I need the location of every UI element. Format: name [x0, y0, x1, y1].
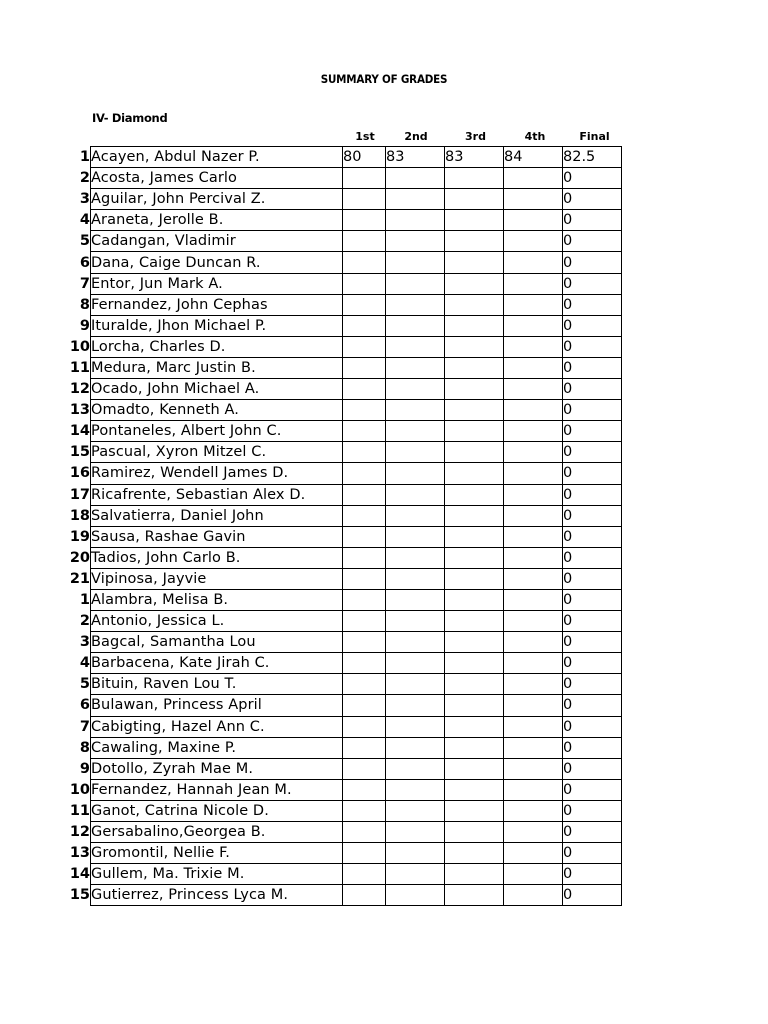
grade-final: 0: [563, 442, 622, 463]
grade-3rd: [445, 589, 504, 610]
grade-4th: [504, 505, 563, 526]
grade-3rd: [445, 442, 504, 463]
row-number: 6: [79, 697, 90, 714]
student-name: Pontaneles, Albert John C.: [91, 421, 343, 442]
grade-1st: [343, 463, 386, 484]
row-number: 15: [69, 444, 90, 461]
row-number: 12: [69, 381, 90, 398]
student-name: Gersabalino,Georgea B.: [91, 822, 343, 843]
table-row: [68, 864, 622, 885]
grade-final: 0: [563, 168, 622, 189]
table-row: [68, 294, 622, 315]
grade-4th: [504, 822, 563, 843]
grade-1st: [343, 885, 386, 906]
grade-1st: [343, 210, 386, 231]
grade-4th: [504, 294, 563, 315]
grade-3rd: [445, 484, 504, 505]
grade-final: 0: [563, 421, 622, 442]
grade-4th: [504, 463, 563, 484]
grade-1st: [343, 695, 386, 716]
grade-2nd: [386, 294, 445, 315]
grade-4th: [504, 484, 563, 505]
grade-2nd: [386, 885, 445, 906]
grade-4th: [504, 653, 563, 674]
grade-4th: [504, 547, 563, 568]
grade-final: 0: [563, 315, 622, 336]
grade-4th: [504, 737, 563, 758]
grade-4th: [504, 189, 563, 210]
grade-2nd: [386, 674, 445, 695]
grade-final: 0: [563, 632, 622, 653]
row-number: 20: [69, 549, 90, 566]
grade-1st: [343, 632, 386, 653]
grade-final: 0: [563, 463, 622, 484]
row-number: 8: [79, 739, 90, 756]
row-number: 5: [79, 233, 90, 250]
grade-4th: [504, 800, 563, 821]
grade-4th: [504, 843, 563, 864]
grade-4th: [504, 758, 563, 779]
grade-4th: [504, 568, 563, 589]
table-row: [68, 674, 622, 695]
grade-4th: [504, 885, 563, 906]
row-number: 4: [79, 212, 90, 229]
row-number: 2: [79, 170, 90, 187]
grade-2nd: [386, 400, 445, 421]
grade-final: 0: [563, 189, 622, 210]
grade-4th: [504, 210, 563, 231]
table-row: [68, 379, 622, 400]
grade-1st: [343, 843, 386, 864]
grade-2nd: [386, 822, 445, 843]
section-label: IV- Diamond: [92, 111, 168, 125]
table-row: [68, 442, 622, 463]
table-row: [68, 589, 622, 610]
grade-1st: [343, 526, 386, 547]
grade-4th: [504, 231, 563, 252]
grade-final: 0: [563, 758, 622, 779]
grade-3rd: [445, 526, 504, 547]
row-number: 7: [79, 275, 90, 292]
grade-3rd: [445, 294, 504, 315]
student-name: Ramirez, Wendell James D.: [91, 463, 343, 484]
grade-2nd: [386, 189, 445, 210]
student-name: Bituin, Raven Lou T.: [91, 674, 343, 695]
table-row: [68, 632, 622, 653]
table-row: [68, 210, 622, 231]
grade-3rd: [445, 885, 504, 906]
grade-final: 0: [563, 547, 622, 568]
grade-final: 0: [563, 526, 622, 547]
grade-1st: [343, 379, 386, 400]
grade-1st: [343, 800, 386, 821]
grade-final: 0: [563, 674, 622, 695]
grade-final: 0: [563, 252, 622, 273]
grade-final: 0: [563, 484, 622, 505]
grade-4th: [504, 273, 563, 294]
table-row: [68, 357, 622, 378]
grade-4th: [504, 611, 563, 632]
grade-4th: [504, 357, 563, 378]
table-row: [68, 843, 622, 864]
grade-1st: [343, 357, 386, 378]
grade-final: 0: [563, 231, 622, 252]
student-name: Aguilar, John Percival Z.: [91, 189, 343, 210]
header-4th: 4th: [524, 130, 546, 143]
grade-2nd: [386, 379, 445, 400]
grade-2nd: [386, 357, 445, 378]
student-name: Entor, Jun Mark A.: [91, 273, 343, 294]
row-number: 11: [69, 359, 90, 376]
row-number: 7: [79, 718, 90, 735]
row-number: 1: [79, 592, 90, 609]
grade-2nd: [386, 526, 445, 547]
grade-1st: [343, 442, 386, 463]
student-name: Dotollo, Zyrah Mae M.: [91, 758, 343, 779]
header-3rd: 3rd: [465, 130, 486, 143]
grade-2nd: 83: [386, 147, 445, 168]
table-row: [68, 800, 622, 821]
grade-2nd: [386, 716, 445, 737]
table-row: [68, 315, 622, 336]
student-name: Vipinosa, Jayvie: [91, 568, 343, 589]
grade-final: 0: [563, 864, 622, 885]
grade-1st: [343, 400, 386, 421]
row-number: 19: [69, 528, 90, 545]
grade-3rd: [445, 611, 504, 632]
grade-2nd: [386, 252, 445, 273]
grade-3rd: [445, 231, 504, 252]
student-name: Gromontil, Nellie F.: [91, 843, 343, 864]
grade-2nd: [386, 758, 445, 779]
grade-final: 0: [563, 505, 622, 526]
row-number: 18: [69, 507, 90, 524]
grade-final: 82.5: [563, 147, 622, 168]
grade-1st: [343, 168, 386, 189]
student-name: Cawaling, Maxine P.: [91, 737, 343, 758]
row-number: 14: [69, 423, 90, 440]
grade-2nd: [386, 273, 445, 294]
grade-final: 0: [563, 357, 622, 378]
grade-1st: [343, 421, 386, 442]
table-row: [68, 463, 622, 484]
grade-1st: [343, 315, 386, 336]
grade-2nd: [386, 864, 445, 885]
student-name: Ricafrente, Sebastian Alex D.: [91, 484, 343, 505]
row-number: 9: [79, 317, 90, 334]
grade-final: 0: [563, 716, 622, 737]
row-number: 9: [79, 760, 90, 777]
grade-3rd: [445, 758, 504, 779]
grade-1st: [343, 611, 386, 632]
grade-final: 0: [563, 273, 622, 294]
grade-4th: [504, 632, 563, 653]
grade-1st: [343, 822, 386, 843]
row-number: 3: [79, 634, 90, 651]
student-name: Tadios, John Carlo B.: [91, 547, 343, 568]
header-2nd: 2nd: [404, 130, 428, 143]
grade-4th: [504, 779, 563, 800]
grade-2nd: [386, 505, 445, 526]
grade-2nd: [386, 336, 445, 357]
table-row: [68, 252, 622, 273]
grade-1st: [343, 589, 386, 610]
table-row: [68, 737, 622, 758]
grade-final: 0: [563, 589, 622, 610]
grade-3rd: [445, 379, 504, 400]
grade-2nd: [386, 315, 445, 336]
student-name: Lorcha, Charles D.: [91, 336, 343, 357]
grade-3rd: [445, 800, 504, 821]
grade-1st: [343, 779, 386, 800]
row-number: 11: [69, 802, 90, 819]
row-number: 17: [69, 486, 90, 503]
student-name: Salvatierra, Daniel John: [91, 505, 343, 526]
grade-2nd: [386, 737, 445, 758]
grade-final: 0: [563, 800, 622, 821]
table-row: [68, 421, 622, 442]
row-number: 21: [69, 570, 90, 587]
row-number: 2: [79, 613, 90, 630]
grade-3rd: [445, 463, 504, 484]
grade-4th: [504, 589, 563, 610]
grade-final: 0: [563, 568, 622, 589]
grade-3rd: [445, 400, 504, 421]
grade-4th: [504, 695, 563, 716]
table-row: [68, 168, 622, 189]
grade-2nd: [386, 632, 445, 653]
grade-2nd: [386, 210, 445, 231]
grade-3rd: [445, 210, 504, 231]
student-name: Ocado, John Michael A.: [91, 379, 343, 400]
grade-3rd: [445, 273, 504, 294]
table-row: [68, 273, 622, 294]
grade-2nd: [386, 168, 445, 189]
student-name: Pascual, Xyron Mitzel C.: [91, 442, 343, 463]
table-row: [68, 336, 622, 357]
table-row: [68, 147, 622, 168]
grade-3rd: [445, 547, 504, 568]
grade-2nd: [386, 231, 445, 252]
student-name: Sausa, Rashae Gavin: [91, 526, 343, 547]
grade-4th: [504, 379, 563, 400]
grade-4th: [504, 168, 563, 189]
grade-final: 0: [563, 379, 622, 400]
table-row: [68, 484, 622, 505]
grade-3rd: [445, 252, 504, 273]
grade-1st: [343, 674, 386, 695]
student-name: Alambra, Melisa B.: [91, 589, 343, 610]
grade-1st: [343, 653, 386, 674]
column-headers: [0, 130, 768, 146]
table-row: [68, 885, 622, 906]
student-name: Antonio, Jessica L.: [91, 611, 343, 632]
grade-final: 0: [563, 653, 622, 674]
row-number: 4: [79, 655, 90, 672]
table-row: [68, 189, 622, 210]
table-row: [68, 526, 622, 547]
table-row: [68, 231, 622, 252]
student-name: Omadto, Kenneth A.: [91, 400, 343, 421]
grade-3rd: [445, 779, 504, 800]
student-name: Acosta, James Carlo: [91, 168, 343, 189]
grade-1st: [343, 484, 386, 505]
grade-2nd: [386, 611, 445, 632]
grade-final: 0: [563, 737, 622, 758]
header-final: Final: [579, 130, 610, 143]
grade-2nd: [386, 442, 445, 463]
grade-1st: [343, 336, 386, 357]
student-name: Ituralde, Jhon Michael P.: [91, 315, 343, 336]
student-name: Cadangan, Vladimir: [91, 231, 343, 252]
grade-3rd: [445, 505, 504, 526]
grade-final: 0: [563, 885, 622, 906]
grade-final: 0: [563, 210, 622, 231]
grades-table-body: [68, 147, 622, 906]
grade-3rd: [445, 568, 504, 589]
grade-1st: [343, 568, 386, 589]
grade-3rd: [445, 695, 504, 716]
grade-4th: [504, 526, 563, 547]
grade-3rd: [445, 315, 504, 336]
grade-2nd: [386, 843, 445, 864]
table-row: [68, 547, 622, 568]
grade-2nd: [386, 568, 445, 589]
grade-4th: [504, 716, 563, 737]
grade-4th: [504, 864, 563, 885]
table-row: [68, 822, 622, 843]
row-number: 1: [79, 149, 90, 166]
grade-3rd: [445, 168, 504, 189]
grade-3rd: 83: [445, 147, 504, 168]
grade-3rd: [445, 843, 504, 864]
grade-1st: [343, 294, 386, 315]
row-number: 10: [69, 338, 90, 355]
grade-2nd: [386, 484, 445, 505]
grade-final: 0: [563, 822, 622, 843]
grade-3rd: [445, 716, 504, 737]
student-name: Gutierrez, Princess Lyca M.: [91, 885, 343, 906]
grade-1st: [343, 252, 386, 273]
grade-3rd: [445, 674, 504, 695]
grade-final: 0: [563, 336, 622, 357]
grade-1st: [343, 273, 386, 294]
grade-3rd: [445, 632, 504, 653]
row-number: 13: [69, 845, 90, 862]
table-row: [68, 611, 622, 632]
table-row: [68, 505, 622, 526]
table-row: [68, 568, 622, 589]
student-name: Bagcal, Samantha Lou: [91, 632, 343, 653]
grade-4th: [504, 421, 563, 442]
grade-3rd: [445, 653, 504, 674]
table-row: [68, 716, 622, 737]
grade-4th: [504, 315, 563, 336]
table-row: [68, 779, 622, 800]
grade-2nd: [386, 695, 445, 716]
row-number: 8: [79, 296, 90, 313]
table-row: [68, 400, 622, 421]
student-name: Dana, Caige Duncan R.: [91, 252, 343, 273]
student-name: Cabigting, Hazel Ann C.: [91, 716, 343, 737]
grade-1st: [343, 505, 386, 526]
grade-1st: [343, 231, 386, 252]
grade-3rd: [445, 357, 504, 378]
grade-1st: [343, 737, 386, 758]
grade-1st: [343, 716, 386, 737]
grade-2nd: [386, 589, 445, 610]
row-number: 5: [79, 676, 90, 693]
grade-4th: [504, 336, 563, 357]
grade-2nd: [386, 653, 445, 674]
row-number: 13: [69, 402, 90, 419]
table-row: [68, 758, 622, 779]
grade-3rd: [445, 864, 504, 885]
grade-2nd: [386, 421, 445, 442]
grade-4th: 84: [504, 147, 563, 168]
grade-2nd: [386, 463, 445, 484]
student-name: Gullem, Ma. Trixie M.: [91, 864, 343, 885]
student-name: Ganot, Catrina Nicole D.: [91, 800, 343, 821]
student-name: Araneta, Jerolle B.: [91, 210, 343, 231]
header-1st: 1st: [355, 130, 375, 143]
grade-3rd: [445, 737, 504, 758]
grade-final: 0: [563, 294, 622, 315]
grade-final: 0: [563, 400, 622, 421]
student-name: Fernandez, John Cephas: [91, 294, 343, 315]
grade-1st: [343, 758, 386, 779]
grade-final: 0: [563, 695, 622, 716]
grades-table: [68, 146, 622, 906]
grade-4th: [504, 442, 563, 463]
student-name: Bulawan, Princess April: [91, 695, 343, 716]
grade-4th: [504, 400, 563, 421]
grade-2nd: [386, 779, 445, 800]
row-number: 14: [69, 866, 90, 883]
row-number: 12: [69, 824, 90, 841]
row-number: 10: [69, 781, 90, 798]
student-name: Medura, Marc Justin B.: [91, 357, 343, 378]
grade-3rd: [445, 336, 504, 357]
grade-1st: [343, 189, 386, 210]
student-name: Fernandez, Hannah Jean M.: [91, 779, 343, 800]
row-number: 15: [69, 887, 90, 904]
grade-3rd: [445, 822, 504, 843]
row-number: 3: [79, 191, 90, 208]
grade-final: 0: [563, 779, 622, 800]
row-number: 16: [69, 465, 90, 482]
row-number: 6: [79, 254, 90, 271]
grade-3rd: [445, 421, 504, 442]
document-title: SUMMARY OF GRADES: [320, 72, 448, 86]
student-name: Acayen, Abdul Nazer P.: [91, 147, 343, 168]
grade-final: 0: [563, 843, 622, 864]
grade-4th: [504, 674, 563, 695]
student-name: Barbacena, Kate Jirah C.: [91, 653, 343, 674]
grade-1st: [343, 547, 386, 568]
grade-1st: [343, 864, 386, 885]
table-row: [68, 695, 622, 716]
grade-final: 0: [563, 611, 622, 632]
grade-4th: [504, 252, 563, 273]
grade-1st: 80: [343, 147, 386, 168]
grade-2nd: [386, 800, 445, 821]
table-row: [68, 653, 622, 674]
grade-2nd: [386, 547, 445, 568]
grade-3rd: [445, 189, 504, 210]
